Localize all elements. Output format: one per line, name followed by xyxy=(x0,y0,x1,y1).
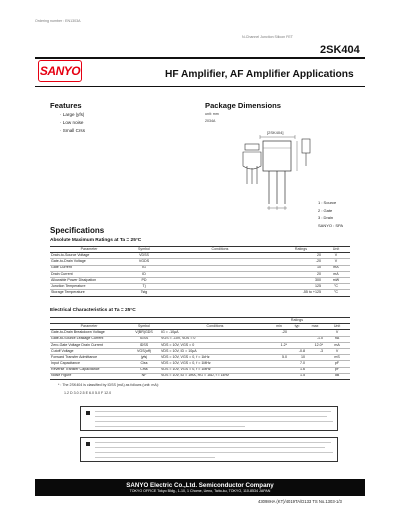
pin-assignment-list xyxy=(318,200,343,230)
cell-rating: 20 xyxy=(280,271,322,277)
specifications-heading: Specifications xyxy=(50,226,105,235)
cell-unit: pF xyxy=(324,361,350,367)
cell-parameter: Input Capacitance xyxy=(50,361,128,367)
package-heading: Package Dimensions xyxy=(205,101,281,110)
cell-parameter: Forward Transfer Admittance xyxy=(50,355,128,361)
header-rule-top xyxy=(35,57,365,59)
cell-min xyxy=(270,373,288,379)
cell-parameter: Drain Current xyxy=(50,271,128,277)
notice-box xyxy=(80,406,338,431)
cell-symbol: IDSS xyxy=(128,342,160,348)
cell-parameter: Junction Temperature xyxy=(50,284,128,290)
cell-parameter: Gate-to-Source Leakage Current xyxy=(50,336,128,342)
cell-symbol: Tj xyxy=(128,284,160,290)
cell-conditions: VDS = 10V, ID = 10μA xyxy=(160,348,270,354)
cell-unit: V xyxy=(324,348,350,354)
pin-item: 1 : Source xyxy=(318,200,337,205)
cell-symbol: V(BR)GDS xyxy=(128,330,160,336)
cell-rating: 300 xyxy=(280,277,322,283)
table-row xyxy=(50,290,350,296)
transistor-body-front xyxy=(263,141,291,171)
cell-parameter: Allowable Power Dissipation xyxy=(50,277,128,283)
ratings-group-header: Ratings xyxy=(270,318,324,324)
cell-typ: 1.6 xyxy=(288,367,306,373)
cell-unit: V xyxy=(322,253,350,259)
feature-item: · Low noise xyxy=(60,120,84,125)
logo-text: SANYO xyxy=(39,64,81,78)
cell-typ: 1.5 xyxy=(288,373,306,379)
cell-symbol: Ciss xyxy=(128,361,160,367)
column-header: max xyxy=(306,324,324,330)
cell-unit: V xyxy=(322,259,350,265)
cell-parameter: Reverse Transfer Capacitance xyxy=(50,367,128,373)
body-side-view xyxy=(302,139,310,153)
column-header: min xyxy=(270,324,288,330)
column-header: Conditions xyxy=(160,324,270,330)
idss-rank-footnote: * : The 2SK404 is classified by IDSS (mA) as follows (unit: mA): xyxy=(58,383,159,387)
cell-unit: nA xyxy=(324,336,350,342)
cell-parameter: Noise Figure xyxy=(50,373,128,379)
cell-conditions xyxy=(160,290,280,296)
column-header: Parameter xyxy=(50,247,128,253)
cell-unit: °C xyxy=(322,290,350,296)
cell-unit: °C xyxy=(322,284,350,290)
cell-typ: 10 xyxy=(288,355,306,361)
footer-bar xyxy=(35,479,365,496)
cell-symbol: VDSS xyxy=(128,253,160,259)
cell-unit: V xyxy=(324,330,350,336)
cell-unit: pF xyxy=(324,367,350,373)
feature-item: · Large |yfs| xyxy=(60,112,85,117)
cell-rating: 10 xyxy=(280,265,322,271)
page-title: HF Amplifier, AF Amplifier Applications xyxy=(165,69,354,80)
features-list xyxy=(60,112,85,136)
cell-typ: -0.8 xyxy=(288,348,306,354)
package-dimension-drawing xyxy=(205,126,325,216)
cell-symbol: IG xyxy=(128,265,160,271)
cell-unit: mA xyxy=(322,265,350,271)
cell-symbol: PD xyxy=(128,277,160,283)
header-rule-bottom xyxy=(35,86,365,87)
cell-symbol: VGDS xyxy=(128,259,160,265)
cell-unit: mW xyxy=(322,277,350,283)
footer-address: TOKYO OFFICE Tokyo Bldg., 1-10, 1 Chome, Ueno, Taito-ku, TOKYO, 110-8534 JAPAN xyxy=(129,489,271,493)
cell-parameter: Gate Current xyxy=(50,265,128,271)
table-row xyxy=(50,373,350,379)
cell-unit: mS xyxy=(324,355,350,361)
package-code: 2034A xyxy=(205,119,216,123)
cell-conditions: VDS = 10V, VGS = 0, f = 1kHz xyxy=(160,355,270,361)
cell-typ: 7.0 xyxy=(288,361,306,367)
absolute-max-heading: Absolute Maximum Ratings at Ta = 25°C xyxy=(50,238,142,243)
features-heading: Features xyxy=(50,101,82,110)
pin-item: 3 : Drain xyxy=(318,215,334,221)
cell-symbol: VGS(off) xyxy=(128,348,160,354)
cell-parameter: Storage Temperature xyxy=(50,290,128,296)
cell-conditions: VDS = 10V, VGS = 0, f = 1MHz xyxy=(160,367,270,373)
column-header: Unit xyxy=(322,247,350,253)
notice-box xyxy=(80,437,338,462)
cell-max: 12.0* xyxy=(306,342,324,348)
sanyo-logo xyxy=(38,60,82,82)
electrical-char-table xyxy=(50,317,350,380)
cell-parameter: Gate-to-Drain Breakdown Voltage xyxy=(50,330,128,336)
cell-rating: -55 to +125 xyxy=(280,290,322,296)
cell-conditions: VDS = 10V, VGS = 0 xyxy=(160,342,270,348)
cell-symbol: |yfs| xyxy=(128,355,160,361)
cell-parameter: Cutoff Voltage xyxy=(50,348,128,354)
column-header: Ratings xyxy=(280,247,322,253)
cell-min: -20 xyxy=(270,330,288,336)
cell-conditions: VDS = 10V, VGS = 0, f = 1MHz xyxy=(160,361,270,367)
drawing-label: [2SK404] xyxy=(267,130,284,135)
pin-item: 2 : Gate xyxy=(318,207,333,213)
cell-min: 1.2* xyxy=(270,342,288,348)
cell-symbol: Crss xyxy=(128,367,160,373)
cell-conditions: IG = -10μA xyxy=(160,330,270,336)
cell-rating: 125 xyxy=(280,284,322,290)
cell-symbol: NF xyxy=(128,373,160,379)
part-number: 2SK404 xyxy=(320,44,360,56)
bullet-icon xyxy=(86,442,90,446)
cell-parameter: Zero-Gate Voltage Drain Current xyxy=(50,342,128,348)
feature-item: · Small Crss xyxy=(60,128,86,133)
electrical-char-heading: Electrical Characteristics at Ta = 25°C xyxy=(50,308,136,313)
cell-conditions: VDS = 10V, ID = 1mA, RG = 1kΩ, f = 1kHz xyxy=(160,373,270,379)
cell-max: -1.0 xyxy=(306,336,324,342)
cell-symbol: ID xyxy=(128,271,160,277)
package-name: SANYO : SPA xyxy=(318,222,344,228)
cell-rating: 20 xyxy=(280,253,322,259)
column-header: typ xyxy=(288,324,306,330)
cell-max: -3 xyxy=(306,348,324,354)
body-top-view xyxy=(245,144,259,150)
device-type-note: N-Channel Junction Silicon FET xyxy=(242,35,293,39)
bullet-icon xyxy=(86,411,90,415)
cell-parameter: Gate-to-Drain Voltage xyxy=(50,259,128,265)
column-header: Unit xyxy=(324,324,350,330)
package-unit: unit: mm xyxy=(205,112,219,116)
cell-symbol: IGSS xyxy=(128,336,160,342)
cell-parameter: Drain-to-Source Voltage xyxy=(50,253,128,259)
absolute-max-table xyxy=(50,246,350,297)
ordering-number: Ordering number : EN1303A xyxy=(35,19,81,23)
cell-symbol: Tstg xyxy=(128,290,160,296)
cell-unit: dB xyxy=(324,373,350,379)
idss-rank-values: 1.2 D 3.0 2.5 E 6.0 5.0 F 12.0 xyxy=(64,391,112,395)
cell-unit: mA xyxy=(322,271,350,277)
document-code: 43098HA (KT)/4019TA/D133 TS No.1303-1/3 xyxy=(258,499,342,504)
column-header: Conditions xyxy=(160,247,280,253)
footer-company: SANYO Electric Co.,Ltd. Semiconductor Company xyxy=(126,481,274,489)
column-header: Symbol xyxy=(128,247,160,253)
cell-min: 5.0 xyxy=(270,355,288,361)
cell-max xyxy=(306,373,324,379)
column-header: Parameter xyxy=(50,324,128,330)
cell-rating: -20 xyxy=(280,259,322,265)
cell-unit: mA xyxy=(324,342,350,348)
transistor-body-side xyxy=(243,152,261,169)
column-header: Symbol xyxy=(128,324,160,330)
cell-conditions: VGS = -10V, VDS = 0 xyxy=(160,336,270,342)
